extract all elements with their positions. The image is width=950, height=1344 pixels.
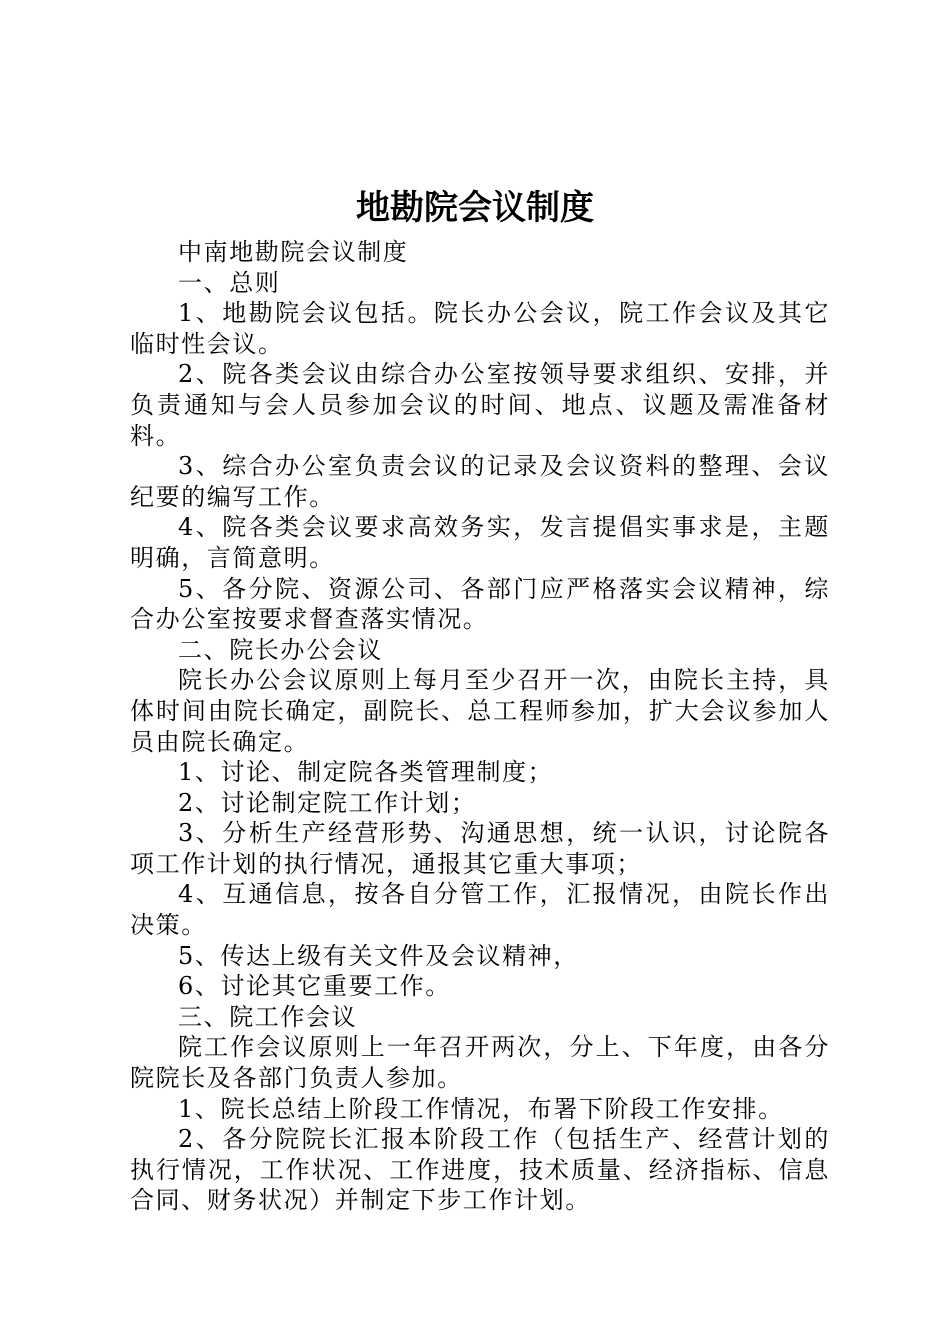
paragraph: 5、传达上级有关文件及会议精神，: [178, 941, 579, 970]
paragraph: 2、各分院院长汇报本阶段工作（包括生产、经营计划的执行情况，工作状况、工作进度，技术质量、经济指标、信息合同、财务状况）并制定下步工作计划。: [130, 1125, 830, 1215]
section-heading-president-office-meeting: 二、院长办公会议: [178, 635, 383, 664]
paragraph: 5、各分院、资源公司、各部门应严格落实会议精神，综合办公室按要求督查落实情况。: [130, 574, 830, 634]
paragraph: 2、讨论制定院工作计划；: [178, 788, 477, 817]
paragraph: 院长办公会议原则上每月至少召开一次，由院长主持，具体时间由院长确定，副院长、总工程师参加，扩大会议参加人员由院长确定。: [130, 666, 830, 756]
section-heading-general: 一、总则: [178, 268, 281, 297]
paragraph: 4、互通信息，按各自分管工作，汇报情况，由院长作出决策。: [130, 880, 830, 940]
document-body: [130, 237, 830, 1216]
paragraph: 1、地勘院会议包括。院长办公会议，院工作会议及其它临时性会议。: [130, 299, 830, 358]
paragraph: 1、院长总结上阶段工作情况，布署下阶段工作安排。: [178, 1094, 784, 1123]
paragraph: 2、院各类会议由综合办公室按领导要求组织、安排，并负责通知与会人员参加会议的时间、地点、议题及需准备材料。: [130, 360, 830, 450]
paragraph: 6、讨论其它重要工作。: [178, 972, 451, 1001]
paragraph: 4、院各类会议要求高效务实，发言提倡实事求是，主题明确，言简意明。: [130, 513, 830, 572]
document-title: 地勘院会议制度: [356, 188, 594, 228]
paragraph: 3、分析生产经营形势、沟通思想，统一认识，讨论院各项工作计划的执行情况，通报其它重大事项；: [130, 819, 830, 878]
paragraph-subtitle: 中南地勘院会议制度: [178, 238, 409, 266]
paragraph: 院工作会议原则上一年召开两次，分上、下年度，由各分院院长及各部门负责人参加。: [130, 1033, 830, 1093]
paragraph: 1、讨论、制定院各类管理制度；: [178, 758, 554, 787]
paragraph: 3、综合办公室负责会议的记录及会议资料的整理、会议纪要的编写工作。: [130, 452, 830, 511]
section-heading-institute-work-meeting: 三、院工作会议: [178, 1002, 358, 1031]
